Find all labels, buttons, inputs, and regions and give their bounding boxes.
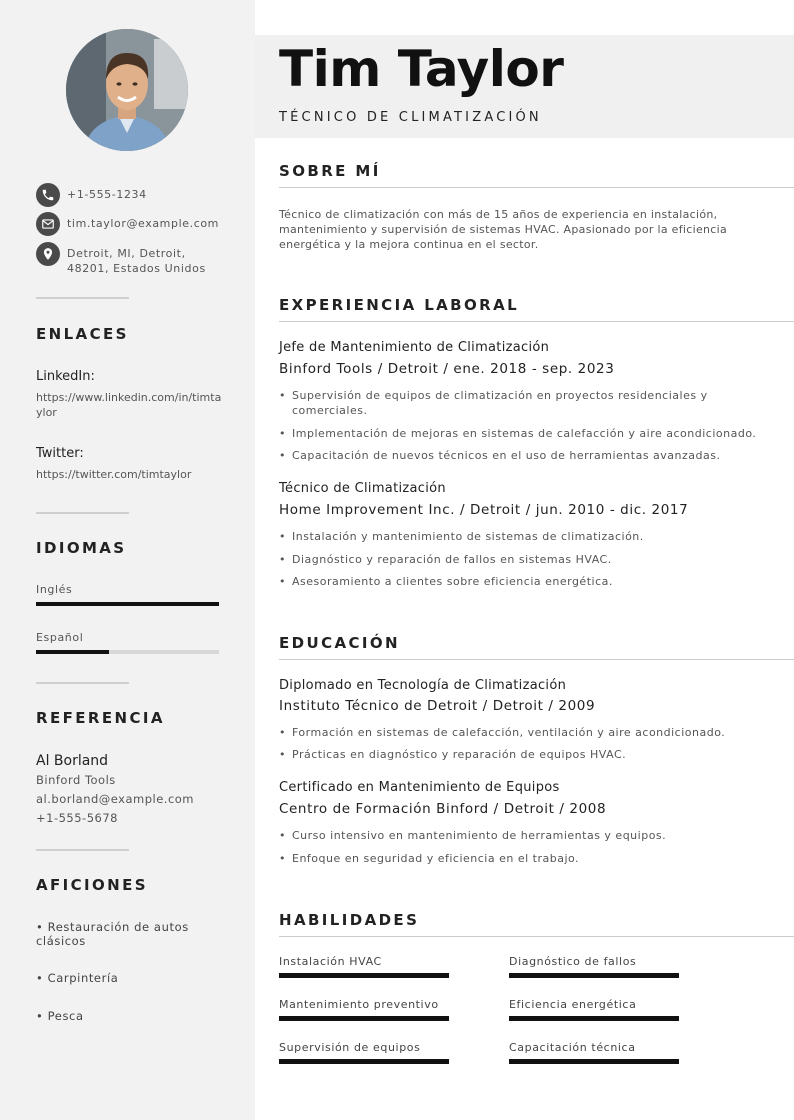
email-text: tim.taylor@example.com xyxy=(67,217,219,230)
education-heading: EDUCACIÓN xyxy=(279,634,400,652)
linkedin-label: LinkedIn: xyxy=(36,369,95,384)
about-heading: SOBRE MÍ xyxy=(279,162,381,180)
language-name: Inglés xyxy=(36,583,73,596)
job-bullet: • Capacitación de nuevos técnicos en el uso de herramientas avanzadas. xyxy=(279,448,779,463)
profile-photo xyxy=(66,29,188,151)
hobbies-heading: AFICIONES xyxy=(36,876,148,894)
phone-text: +1-555-1234 xyxy=(67,188,147,201)
language-level-bar xyxy=(36,602,219,606)
job-bullet: • Diagnóstico y reparación de fallos en sistemas HVAC. xyxy=(279,552,779,567)
education-bullet: • Enfoque en seguridad y eficiencia en el trabajo. xyxy=(279,851,779,866)
job-bullet: • Implementación de mejoras en sistemas de calefacción y aire acondicionado. xyxy=(279,426,779,441)
skill-label: Diagnóstico de fallos xyxy=(509,955,637,968)
skill-label: Capacitación técnica xyxy=(509,1041,636,1054)
skill-level-bar xyxy=(509,1059,679,1064)
sidebar xyxy=(0,0,255,1120)
job-bullet: • Instalación y mantenimiento de sistemas de climatización. xyxy=(279,529,779,544)
divider xyxy=(36,682,129,684)
hobby-item: • Restauración de autos clásicos xyxy=(36,920,189,948)
skill-label: Mantenimiento preventivo xyxy=(279,998,439,1011)
language-level-fill xyxy=(36,602,219,606)
address-line-2: 48201, Estados Unidos xyxy=(67,262,206,275)
divider xyxy=(36,849,129,851)
job-subtitle: Home Improvement Inc. / Detroit / jun. 2010 - dic. 2017 xyxy=(279,502,689,518)
address-line-1: Detroit, MI, Detroit, xyxy=(67,247,186,260)
hobby-item: • Carpintería xyxy=(36,971,119,985)
skills-heading: HABILIDADES xyxy=(279,911,420,929)
job-subtitle: Binford Tools / Detroit / ene. 2018 - sep. 2023 xyxy=(279,361,615,377)
skill-level-bar xyxy=(279,1016,449,1021)
links-heading: ENLACES xyxy=(36,325,129,343)
skill-level-bar xyxy=(509,1016,679,1021)
phone-icon xyxy=(36,183,60,207)
language-level-bar xyxy=(36,650,219,654)
job-title: Jefe de Mantenimiento de Climatización xyxy=(279,340,550,355)
section-rule xyxy=(279,187,794,188)
education-subtitle: Instituto Técnico de Detroit / Detroit / 2009 xyxy=(279,698,596,714)
reference-name: Al Borland xyxy=(36,753,109,769)
language-name: Español xyxy=(36,631,84,644)
education-bullet: • Curso intensivo en mantenimiento de herramientas y equipos. xyxy=(279,828,779,843)
language-level-fill xyxy=(36,650,109,654)
skill-label: Eficiencia energética xyxy=(509,998,637,1011)
reference-heading: REFERENCIA xyxy=(36,709,165,727)
linkedin-link[interactable]: https://www.linkedin.com/in/timtaylor xyxy=(36,391,222,419)
skill-label: Instalación HVAC xyxy=(279,955,382,968)
section-rule xyxy=(279,936,794,937)
reference-email[interactable]: al.borland@example.com xyxy=(36,792,195,806)
divider xyxy=(36,512,129,514)
skill-level-bar xyxy=(509,973,679,978)
education-title: Diplomado en Tecnología de Climatización xyxy=(279,678,567,693)
reference-company: Binford Tools xyxy=(36,773,116,787)
education-subtitle: Centro de Formación Binford / Detroit / 2008 xyxy=(279,801,607,817)
experience-heading: EXPERIENCIA LABORAL xyxy=(279,296,520,314)
education-title: Certificado en Mantenimiento de Equipos xyxy=(279,780,560,795)
contact-phone xyxy=(36,183,147,207)
skill-level-bar xyxy=(279,1059,449,1064)
education-bullet: • Prácticas en diagnóstico y reparación de equipos HVAC. xyxy=(279,747,779,762)
section-rule xyxy=(279,659,794,660)
candidate-name: Tim Taylor xyxy=(279,40,564,98)
section-rule xyxy=(279,321,794,322)
email-icon xyxy=(36,212,60,236)
skill-level-bar xyxy=(279,973,449,978)
twitter-link[interactable]: https://twitter.com/timtaylor xyxy=(36,468,192,481)
contact-email xyxy=(36,212,219,236)
divider xyxy=(36,297,129,299)
job-bullet: • Supervisión de equipos de climatización en proyectos residenciales y comerciales. xyxy=(279,388,779,418)
location-pin-icon xyxy=(36,242,60,266)
about-text: Técnico de climatización con más de 15 años de experiencia en instalación, mantenimiento y supervisión de sistemas HVAC. Apasionado por la eficiencia energética y la mejora continua en el sector. xyxy=(279,208,728,251)
job-title: Técnico de Climatización xyxy=(279,481,446,496)
job-bullet: • Asesoramiento a clientes sobre eficiencia energética. xyxy=(279,574,779,589)
hobby-item: • Pesca xyxy=(36,1009,84,1023)
candidate-role: TÉCNICO DE CLIMATIZACIÓN xyxy=(279,110,542,125)
languages-heading: IDIOMAS xyxy=(36,539,127,557)
address-text xyxy=(67,246,206,276)
contact-address xyxy=(36,242,206,276)
twitter-label: Twitter: xyxy=(36,446,84,461)
skill-label: Supervisión de equipos xyxy=(279,1041,421,1054)
reference-phone: +1-555-5678 xyxy=(36,811,118,825)
education-bullet: • Formación en sistemas de calefacción, ventilación y aire acondicionado. xyxy=(279,725,779,740)
